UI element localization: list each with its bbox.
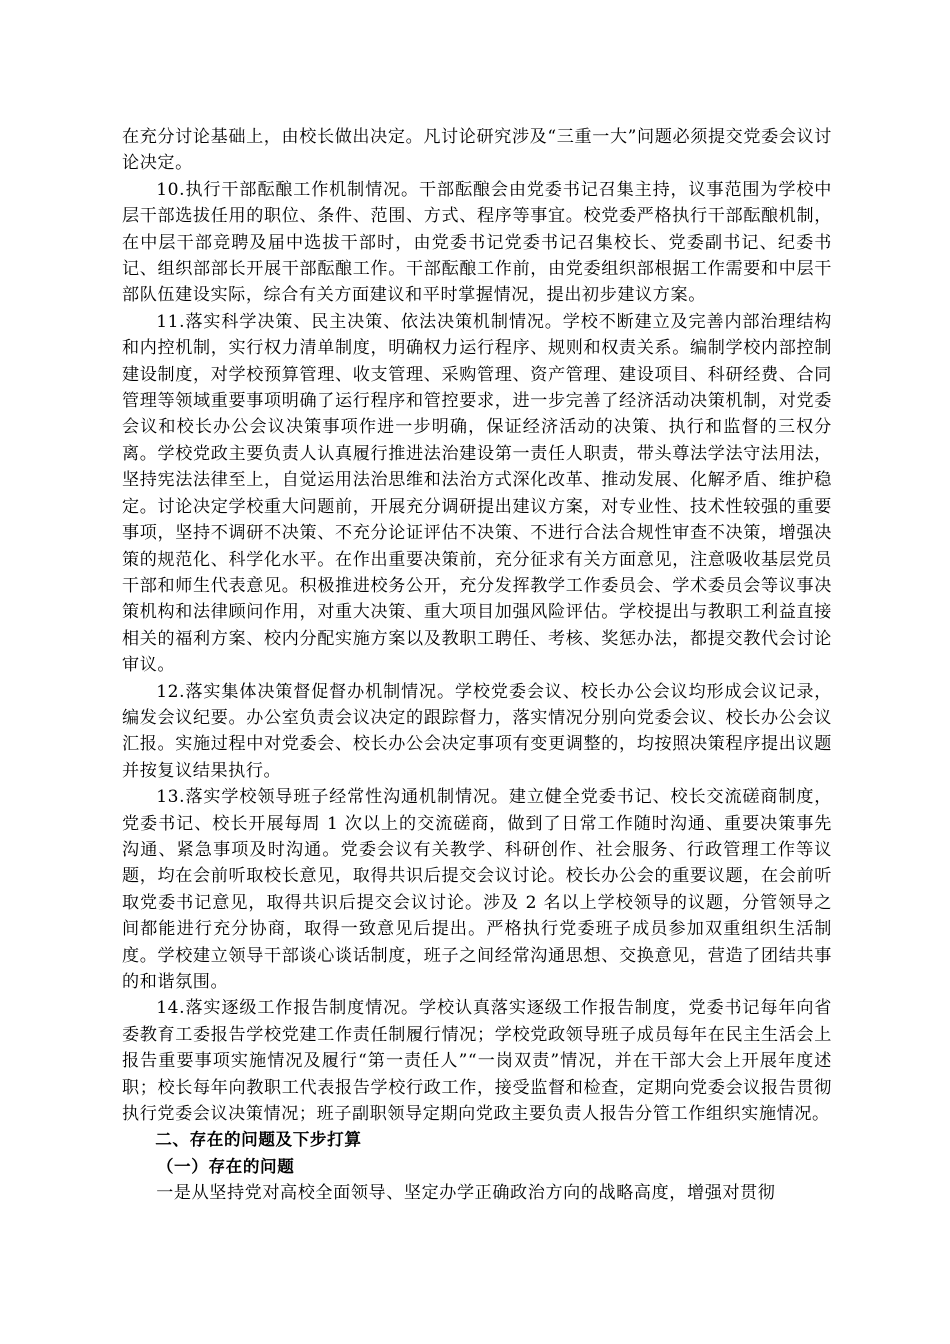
paragraph-item-12: 12.落实集体决策督促督办机制情况。学校党委会议、校长办公会议均形成会议记录，编发会议纪要。办公室负责会议决定的跟踪督力，落实情况分别向党委会议、校长办公会议汇报。实施过程中对党委会、校长办公会决定事项有变更调整的，均按照决策程序提出议题并按复议结果执行。 xyxy=(122,681,832,781)
paragraph-item-10: 10.执行干部酝酿工作机制情况。干部酝酿会由党委书记召集主持，议事范围为学校中层干部选拔任用的职位、条件、范围、方式、程序等事宜。校党委严格执行干部酝酿机制，在中层干部竞聘及届中选拔干部时，由党委书记党委书记召集校长、党委副书记、纪委书记、组织部部长开展干部酝酿工作。干部酝酿工作前，由党委组织部根据工作需要和中层干部队伍建设实际，综合有关方面建议和平时掌握情况，提出初步建议方案。 xyxy=(122,179,832,306)
document-page xyxy=(122,124,832,1207)
paragraph-item-11: 11.落实科学决策、民主决策、依法决策机制情况。学校不断建立及完善内部治理结构和内控机制，实行权力清单制度，明确权力运行程序、规则和权责关系。编制学校内部控制建设制度，对学校预算管理、收支管理、采购管理、资产管理、建设项目、科研经费、合同管理等领域重要事项明确了运行程序和管控要求，进一步完善了经济活动决策机制，对党委会议和校长办公会议决策事项作进一步明确，保证经济活动的决策、执行和监督的三权分离。学校党政主要负责人认真履行推进法治建设第一责任人职责，带头尊法学法守法用法，坚持宪法法律至上，自觉运用法治思维和法治方式深化改革、推动发展、化解矛盾、维护稳定。讨论决定学校重大问题前，开展充分调研提出建议方案，对专业性、技术性较强的重要事项，坚持不调研不决策、不充分论证评估不决策、不进行合法合规性审查不决策，增强决策的规范化、科学化水平。在作出重要决策前，充分征求有关方面意见，注意吸收基层党员干部和师生代表意见。积极推进校务公开，充分发挥教学工作委员会、学术委员会等议事决策机构和法律顾问作用，对重大决策、重大项目加强风险评估。学校提出与教职工利益直接相关的福利方案、校内分配实施方案以及教职工聘任、考核、奖惩办法，都提交教代会讨论审议。 xyxy=(122,311,832,676)
paragraph-item-13: 13.落实学校领导班子经常性沟通机制情况。建立健全党委书记、校长交流磋商制度，党委书记、校长开展每周 1 次以上的交流磋商，做到了日常工作随时沟通、重要决策事先沟通、紧急事项及时沟通。党委会议有关教学、科研创作、社会服务、行政管理工作等议题，均在会前听取校长意见，取得共识后提交会议讨论。校长办公会的重要议题，在会前听取党委书记意见，取得共识后提交会议讨论。涉及 2 名以上学校领导的议题，分管领导之间都能进行充分协商，取得一致意见后提出。严格执行党委班子成员参加双重组织生活制度。学校建立领导干部谈心谈话制度，班子之间经常沟通思想、交换意见，营造了团结共事的和谐氛围。 xyxy=(122,787,832,992)
section-heading: 二、存在的问题及下步打算 xyxy=(155,1130,362,1150)
paragraph-continued: 在充分讨论基础上，由校长做出决定。凡讨论研究涉及“三重一大”问题必须提交党委会议讨论决定。 xyxy=(122,127,832,174)
subsection-heading: （一）存在的问题 xyxy=(156,1156,295,1176)
paragraph-item-14: 14.落实逐级工作报告制度情况。学校认真落实逐级工作报告制度，党委书记每年向省委教育工委报告学校党建工作责任制履行情况；学校党政领导班子成员每年在民主生活会上报告重要事项实施情况及履行“第一责任人”“一岗双责”情况，并在干部大会上开展年度述职；校长每年向教职工代表报告学校行政工作，接受监督和检查，定期向党委会议报告贯彻执行党委会议决策情况；班子副职领导定期向党政主要负责人报告分管工作组织实施情况。 xyxy=(122,998,832,1125)
paragraph-final: 一是从坚持党对高校全面领导、坚定办学正确政治方向的战略高度，增强对贯彻 xyxy=(156,1183,776,1204)
